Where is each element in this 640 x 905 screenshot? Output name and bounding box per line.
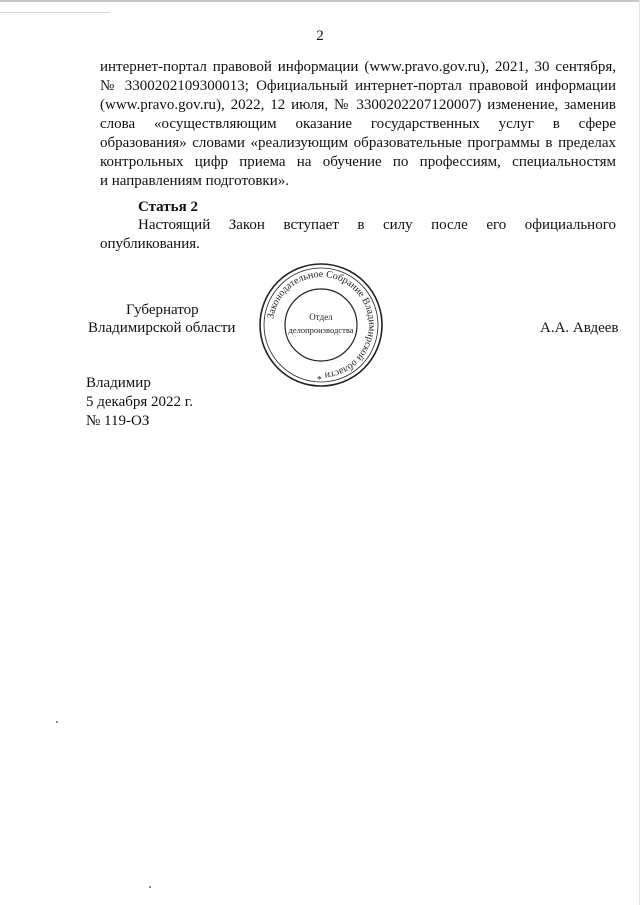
paragraph-line: (www.pravo.gov.ru), 2022, 12 июля, № 3300202207120007) изменение, заменив	[100, 97, 616, 113]
footer-date: 5 декабря 2022 г.	[86, 394, 193, 410]
paragraph-line: контрольных цифр приема на обучение по профессиям, специальностям	[100, 154, 616, 170]
article-2-text-line-1	[138, 216, 616, 235]
document-footer	[86, 374, 193, 431]
stamp-center-line-2: делопроизводства	[288, 325, 354, 335]
scan-speck	[56, 721, 58, 723]
stamp-center-line-1: Отдел	[309, 312, 333, 322]
paragraph-line: № 3300202109300013; Официальный интернет-портал правовой информации	[100, 78, 616, 94]
article-2-heading: Статья 2	[138, 199, 198, 215]
scan-artifact-line	[0, 12, 110, 13]
footer-city: Владимир	[86, 375, 151, 391]
official-stamp	[258, 262, 384, 388]
signatory-position-line-1: Губернатор	[126, 302, 199, 318]
page-number: 2	[316, 28, 324, 44]
footer-law-number: № 119-ОЗ	[86, 413, 150, 429]
paragraph-line: и направлениям подготовки».	[100, 173, 289, 189]
article-2-text-line-2: опубликования.	[100, 236, 200, 252]
stamp-ring-text: Законодательное Собрание Владимирской области *	[265, 268, 378, 382]
article-2-line: Настоящий Закон вступает в силу после его официального	[138, 217, 616, 233]
paragraph-line: интернет-портал правовой информации (www.pravo.gov.ru), 2021, 30 сентября,	[100, 59, 616, 75]
signatory-position-line-2: Владимирской области	[88, 320, 236, 336]
signatory-name: А.А. Авдеев	[540, 320, 619, 336]
paragraph-amendment	[100, 58, 616, 191]
paragraph-line: слова «осуществляющим оказание государственных услуг в сфере	[100, 116, 616, 132]
scan-speck	[149, 886, 151, 888]
paragraph-line: образования» словами «реализующим образовательные программы в пределах	[100, 135, 616, 151]
scan-edge-top	[0, 0, 640, 2]
